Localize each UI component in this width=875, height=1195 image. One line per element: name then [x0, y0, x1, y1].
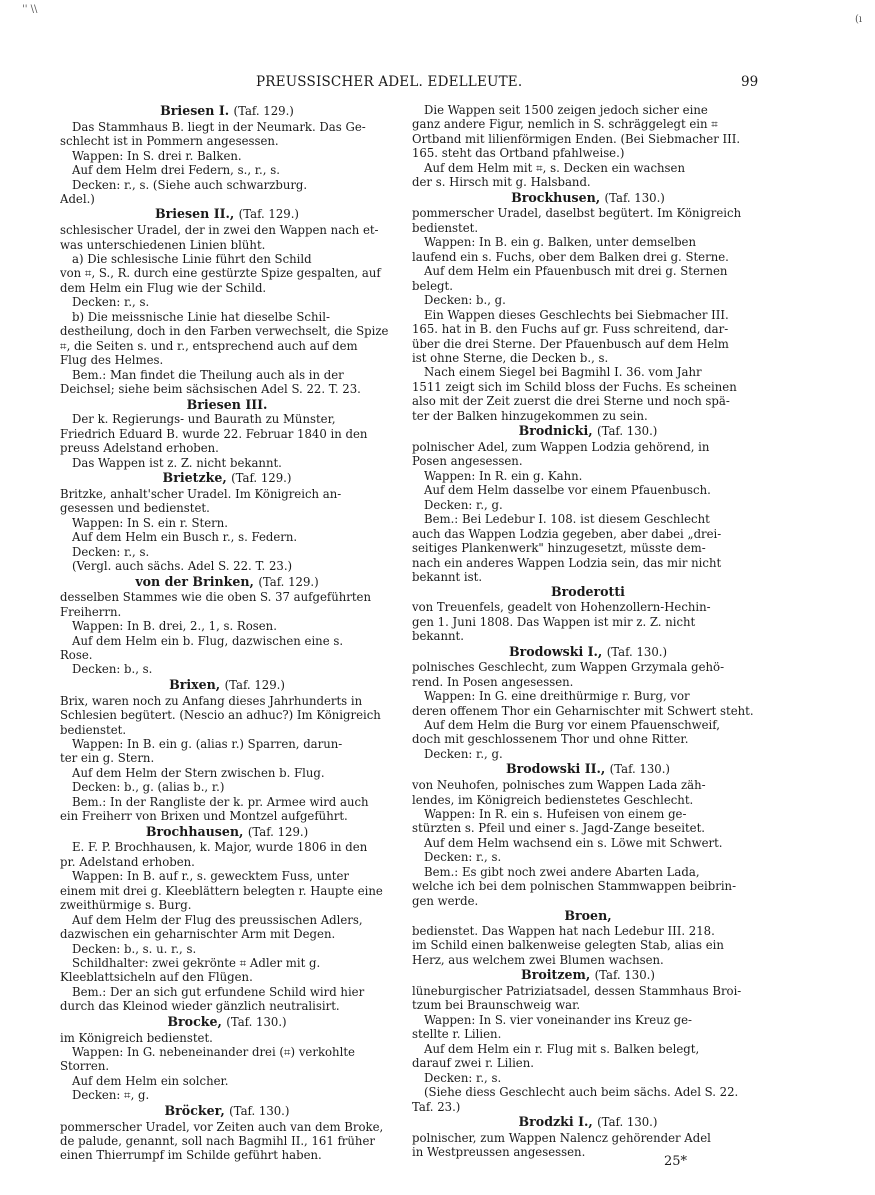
- text-line: Decken: r., s.: [424, 850, 502, 865]
- text-line: Auf dem Helm ein b. Flug, dazwischen eine s.: [72, 633, 344, 648]
- text-line: Posen angesessen.: [412, 454, 523, 469]
- text-line: im Königreich bedienstet.: [60, 1030, 213, 1045]
- text-line: zweithürmige s. Burg.: [60, 898, 192, 913]
- text-line: ter ein g. Stern.: [60, 751, 155, 766]
- text-line: darauf zwei r. Lilien.: [412, 1056, 534, 1071]
- family-name: Brodzki I.,: [518, 1114, 593, 1130]
- entry-heading: [60, 206, 394, 223]
- text-line: durch das Kleinod wieder gänzlich neutralisirt.: [60, 999, 340, 1014]
- text-line: Bem.: In der Rangliste der k. pr. Armee wird auch: [72, 794, 369, 809]
- text-line: Wappen: In R. ein s. Hufeisen von einem ge-: [424, 807, 687, 821]
- text-line: bekannt.: [412, 629, 464, 644]
- text-line: Decken: r., s. (Siehe auch schwarzburg.: [72, 177, 308, 192]
- text-line: E. F. P. Brochhausen, k. Major, wurde 1806 in den: [72, 840, 368, 855]
- text-line: bekannt ist.: [412, 570, 483, 584]
- text-line: Wappen: In B. drei, 2., 1, s. Rosen.: [72, 619, 277, 634]
- text-line: doch mit geschlossenem Thor und ohne Ritter.: [412, 732, 689, 747]
- text-line: Die Wappen seit 1500 zeigen jedoch sicher eine: [424, 103, 708, 117]
- text-line: Decken: r., g.: [424, 497, 503, 512]
- text-line: b) Die meissnische Linie hat dieselbe Schil-: [72, 309, 330, 324]
- text-line: Auf dem Helm dasselbe vor einem Pfauenbusch.: [424, 483, 711, 498]
- text-line: über die drei Sterne. Der Pfauenbusch auf dem Helm: [412, 336, 729, 351]
- text-line: Decken: r., s.: [72, 544, 150, 559]
- text-line: Auf dem Helm wachsend ein s. Löwe mit Schwert.: [424, 835, 723, 850]
- text-line: bedienstet.: [60, 722, 127, 737]
- text-line: Schildhalter: zwei gekrönte ⌗ Adler mit g.: [72, 956, 321, 971]
- text-line: stürzten s. Pfeil und einer s. Jagd-Zange beseitet.: [412, 821, 705, 836]
- text-line: ein Freiherr von Brixen und Montzel aufgeführt.: [60, 809, 348, 824]
- family-name: Brochhausen,: [145, 823, 244, 839]
- text-line: gesessen und bedienstet.: [60, 501, 210, 516]
- text-line: Britzke, anhalt'scher Uradel. Im Königreich an-: [60, 486, 342, 501]
- text-line: Bem.: Bei Ledebur I. 108. ist diesem Geschlecht: [424, 512, 710, 527]
- family-name: Brockhusen,: [511, 189, 601, 205]
- entry-heading: [60, 677, 394, 694]
- text-line: Decken: r., g.: [424, 746, 503, 761]
- text-line: Brix, waren noch zu Anfang dieses Jahrhunderts in: [60, 693, 363, 708]
- text-line: gen werde.: [412, 893, 479, 908]
- family-name: Bröcker,: [164, 1102, 225, 1118]
- text-line: Bem.: Der an sich gut erfundene Schild wird hier: [72, 984, 365, 999]
- text-line: Auf dem Helm mit ⌗, s. Decken ein wachsen: [424, 160, 685, 175]
- text-line: de palude, genannt, soll nach Bagmihl II., 161 früher: [60, 1133, 375, 1148]
- text-line: Wappen: In R. ein g. Kahn.: [424, 468, 583, 483]
- text-line: Wappen: In S. vier voneinander ins Kreuz ge-: [424, 1012, 692, 1027]
- text-line: welche ich bei dem polnischen Stammwappen beibrin-: [412, 879, 737, 894]
- text-line: Nach einem Siegel bei Bagmihl I. 36. vom Jahr: [424, 365, 702, 380]
- text-line: Adel.): [60, 191, 95, 206]
- running-header: [0, 74, 875, 96]
- entry-heading: [412, 644, 764, 661]
- plate-reference: (Taf. 130.): [226, 1014, 287, 1029]
- page-header-title: PREUSSISCHER ADEL. EDELLEUTE.: [256, 74, 523, 90]
- text-line: Bem.: Man findet die Theilung auch als in der: [72, 367, 344, 382]
- text-line: Flug des Helmes.: [60, 353, 164, 368]
- family-name: Brixen,: [169, 676, 221, 692]
- plate-reference: (Taf. 130.): [229, 1103, 290, 1118]
- plate-reference: (Taf. 130.): [606, 644, 668, 659]
- text-line: Wappen: In G. eine dreithürmige r. Burg, vor: [424, 689, 690, 704]
- text-line: im Schild einen balkenweise gelegten Stab, alias ein: [412, 938, 724, 953]
- family-name: Briesen III.: [186, 396, 268, 412]
- margin-mark-icon: (ı: [855, 14, 863, 25]
- entry-heading: [60, 470, 394, 487]
- text-line: belegt.: [412, 278, 453, 293]
- text-line: in Westpreussen angesessen.: [412, 1145, 586, 1160]
- text-line: bedienstet.: [412, 220, 479, 235]
- left-column: [60, 103, 394, 1163]
- text-line: Auf dem Helm ein solcher.: [72, 1073, 229, 1088]
- text-line: nach ein anderes Wappen Lodzia sein, das mir nicht: [412, 555, 722, 570]
- text-line: Taf. 23.): [412, 1099, 461, 1114]
- text-line: deren offenem Thor ein Geharnischter mit Schwert steht.: [412, 703, 754, 718]
- page-number: 99: [741, 74, 759, 90]
- text-line: schlesischer Uradel, der in zwei den Wappen nach et-: [60, 223, 379, 238]
- text-line: von Treuenfels, geadelt von Hohenzollern-Hechin-: [412, 600, 711, 615]
- text-line: Deichsel; siehe beim sächsischen Adel S. 22. T. 23.: [60, 382, 361, 397]
- plate-reference: (Taf. 129.): [238, 207, 299, 222]
- text-line: einem mit drei g. Kleeblättern belegten r. Haupte eine: [60, 883, 383, 898]
- text-line: 1511 zeigt sich im Schild bloss der Fuchs. Es scheinen: [412, 379, 737, 394]
- text-line: Auf dem Helm der Stern zwischen b. Flug.: [72, 765, 325, 780]
- text-line: pr. Adelstand erhoben.: [60, 854, 195, 869]
- text-line: ⌗, die Seiten s. und r., entsprechend auch auf dem: [60, 338, 358, 353]
- text-line: dem Helm ein Flug wie der Schild.: [60, 280, 267, 295]
- plate-reference: (Taf. 129.): [258, 574, 319, 589]
- text-line: ganz andere Figur, nemlich in S. schräggelegt ein ⌗: [412, 117, 718, 132]
- entry-heading: [60, 397, 394, 413]
- text-line: gen 1. Juni 1808. Das Wappen ist mir z. Z. nicht: [412, 614, 696, 629]
- text-line: Das Wappen ist z. Z. nicht bekannt.: [72, 455, 282, 470]
- entry-heading: [412, 967, 764, 984]
- entry-heading: [412, 761, 764, 778]
- plate-reference: (Taf. 130.): [604, 190, 665, 205]
- entry-heading: [60, 1103, 394, 1120]
- text-line: Auf dem Helm drei Federn, s., r., s.: [72, 163, 280, 178]
- text-line: ist ohne Sterne, die Decken b., s.: [412, 350, 609, 365]
- text-line: auch das Wappen Lodzia gegeben, aber dabei „drei-: [412, 526, 722, 541]
- entry-heading: [412, 908, 764, 924]
- text-line: Wappen: In G. nebeneinander drei (⌗) verkohlte: [72, 1045, 355, 1059]
- text-line: einen Thierrumpf im Schilde geführt haben.: [60, 1148, 322, 1163]
- text-line: tzum bei Braunschweig war.: [412, 998, 581, 1013]
- plate-reference: (Taf. 130.): [609, 762, 670, 777]
- text-line: Freiherrn.: [60, 604, 122, 619]
- plate-reference: (Taf. 129.): [231, 471, 292, 486]
- text-line: Bem.: Es gibt noch zwei andere Abarten Lada,: [424, 864, 700, 879]
- text-line: polnischer Adel, zum Wappen Lodzia gehörend, in: [412, 439, 710, 454]
- text-line: pommerscher Uradel, daselbst begütert. Im Königreich: [412, 206, 742, 221]
- margin-mark-icon: '' \\: [22, 4, 38, 15]
- text-line: Decken: b., s.: [72, 662, 153, 677]
- entry-heading: [60, 824, 394, 841]
- text-line: Herz, aus welchem zwei Blumen wachsen.: [412, 952, 664, 967]
- plate-reference: (Taf. 130.): [597, 424, 658, 439]
- text-line: rend. In Posen angesessen.: [412, 674, 574, 689]
- text-line: (Vergl. auch sächs. Adel S. 22. T. 23.): [72, 559, 293, 574]
- text-line: was unterschiedenen Linien blüht.: [60, 237, 266, 252]
- text-line: desselben Stammes wie die oben S. 37 aufgeführten: [60, 590, 371, 605]
- text-line: schlecht ist in Pommern angesessen.: [60, 134, 279, 149]
- text-line: Wappen: In B. ein g. Balken, unter demselben: [424, 235, 696, 250]
- text-line: Decken: b., g. (alias b., r.): [72, 780, 225, 795]
- plate-reference: (Taf. 129.): [224, 677, 285, 692]
- text-line: bedienstet. Das Wappen hat nach Ledebur III. 218.: [412, 923, 715, 938]
- text-line: Auf dem Helm der Flug des preussischen Adlers,: [72, 912, 363, 927]
- text-line: Storren.: [60, 1059, 110, 1074]
- text-line: Wappen: In S. ein r. Stern.: [72, 515, 228, 530]
- text-line: der s. Hirsch mit g. Halsband.: [412, 175, 591, 190]
- text-line: Decken: r., s.: [424, 1070, 502, 1085]
- text-line: 165. steht das Ortband pfahlweise.): [412, 146, 625, 161]
- family-name: Brodowski I.,: [508, 643, 603, 659]
- entry-heading: [412, 584, 764, 600]
- family-name: Broitzem,: [521, 967, 591, 983]
- plate-reference: (Taf. 130.): [594, 968, 655, 983]
- text-line: von ⌗, S., R. durch eine gestürzte Spize gespalten, auf: [60, 266, 381, 281]
- text-line: stellte r. Lilien.: [412, 1027, 502, 1042]
- entry-heading: [60, 103, 394, 120]
- text-line: preuss Adelstand erhoben.: [60, 441, 219, 456]
- text-line: Decken: b., g.: [424, 293, 506, 308]
- text-line: Auf dem Helm ein Pfauenbusch mit drei g. Sternen: [424, 264, 728, 279]
- text-line: Auf dem Helm ein r. Flug mit s. Balken belegt,: [424, 1041, 700, 1056]
- text-line: polnisches Geschlecht, zum Wappen Grzymala gehö-: [412, 660, 725, 675]
- text-line: pommerscher Uradel, vor Zeiten auch van dem Broke,: [60, 1119, 384, 1134]
- text-line: Der k. Regierungs- und Baurath zu Münster,: [72, 412, 336, 427]
- text-line: seitiges Plankenwerk" hinzugesetzt, müsste dem-: [412, 541, 706, 556]
- family-name: Brietzke,: [162, 470, 227, 486]
- family-name: Briesen II.,: [154, 206, 235, 222]
- text-line: Friedrich Eduard B. wurde 22. Februar 1840 in den: [60, 426, 368, 441]
- text-line: Rose.: [60, 648, 93, 663]
- text-line: destheilung, doch in den Farben verwechselt, die Spize: [60, 324, 389, 339]
- entry-heading: [412, 423, 764, 440]
- text-line: (Siehe diess Geschlecht auch beim sächs. Adel S. 22.: [424, 1085, 739, 1100]
- family-name: Brodnicki,: [518, 423, 593, 439]
- plate-reference: (Taf. 130.): [597, 1115, 658, 1130]
- text-line: Schlesien begütert. (Nescio an adhuc?) Im Königreich: [60, 708, 381, 723]
- right-column: [412, 103, 764, 1160]
- family-name: Briesen I.: [160, 103, 230, 118]
- text-line: Decken: ⌗, g.: [72, 1088, 150, 1103]
- text-line: von Neuhofen, polnisches zum Wappen Lada zäh-: [412, 778, 706, 793]
- text-line: lüneburgischer Patriziatsadel, dessen Stammhaus Broi-: [412, 983, 742, 998]
- plate-reference: (Taf. 129.): [247, 824, 309, 839]
- text-line: Decken: b., s. u. r., s.: [72, 941, 197, 956]
- family-name: Broen,: [564, 908, 612, 924]
- text-line: laufend ein s. Fuchs, ober dem Balken drei g. Sterne.: [412, 249, 729, 264]
- text-line: Wappen: In B. auf r., s. gewecktem Fuss, unter: [72, 869, 349, 884]
- text-line: lendes, im Königreich bedienstetes Geschlecht.: [412, 792, 694, 807]
- text-line: also mit der Zeit zuerst die drei Sterne und noch spä-: [412, 394, 730, 409]
- text-line: Wappen: In B. ein g. (alias r.) Sparren, darun-: [72, 736, 343, 751]
- text-line: Ortband mit lilienförmigen Enden. (Bei Siebmacher III.: [412, 131, 741, 146]
- entry-heading: [412, 190, 764, 207]
- text-line: Ein Wappen dieses Geschlechts bei Siebmacher III.: [424, 307, 729, 322]
- family-name: Broderotti: [551, 584, 625, 600]
- entry-heading: [60, 1014, 394, 1031]
- text-line: Auf dem Helm die Burg vor einem Pfauenschweif,: [424, 718, 720, 733]
- text-line: polnischer, zum Wappen Nalencz gehörender Adel: [412, 1130, 711, 1145]
- text-line: Das Stammhaus B. liegt in der Neumark. Das Ge-: [72, 119, 366, 134]
- text-line: Kleeblattsicheln auf den Flügen.: [60, 970, 253, 985]
- text-line: a) Die schlesische Linie führt den Schild: [72, 252, 312, 267]
- text-line: ter der Balken hinzugekommen zu sein.: [412, 408, 648, 423]
- text-line: Decken: r., s.: [72, 295, 150, 310]
- text-line: 165. hat in B. den Fuchs auf gr. Fuss schreitend, dar-: [412, 322, 729, 337]
- family-name: Brocke,: [167, 1013, 222, 1029]
- plate-reference: (Taf. 129.): [233, 104, 294, 118]
- text-line: dazwischen ein geharnischter Arm mit Degen.: [60, 927, 336, 942]
- text-line: Auf dem Helm ein Busch r., s. Federn.: [72, 530, 298, 545]
- family-name: von der Brinken,: [135, 573, 254, 589]
- entry-heading: [412, 1114, 764, 1131]
- signature-mark: 25*: [664, 1154, 688, 1169]
- family-name: Brodowski II.,: [506, 761, 606, 777]
- text-line: Wappen: In S. drei r. Balken.: [72, 148, 242, 163]
- entry-heading: [60, 574, 394, 591]
